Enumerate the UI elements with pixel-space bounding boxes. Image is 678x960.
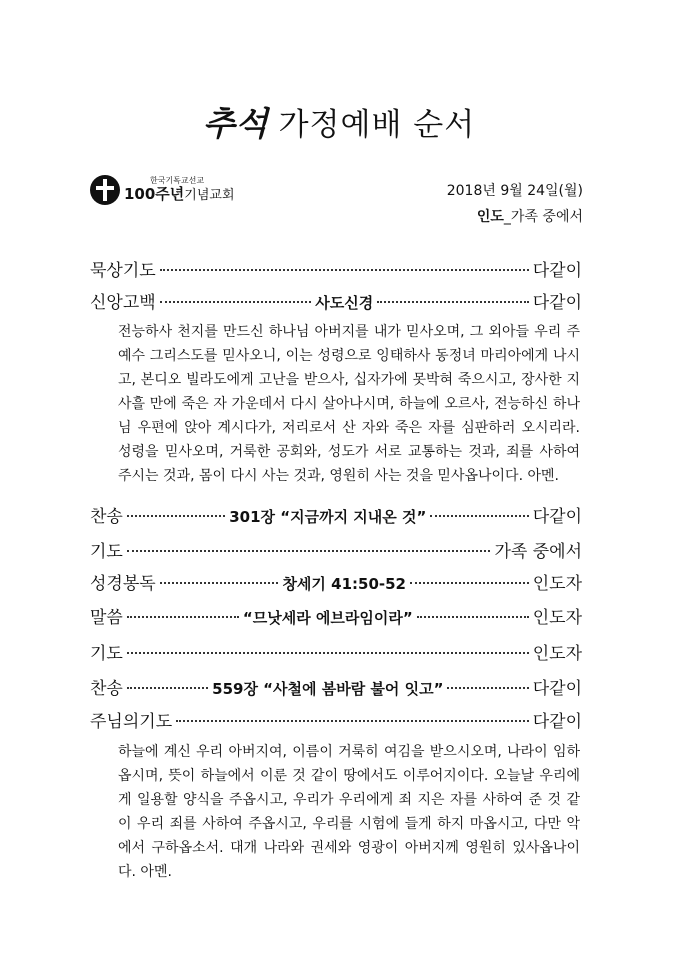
service-date: 2018년 9월 24일(월) [446, 183, 583, 199]
order-item [90, 639, 582, 665]
logo-text [124, 177, 235, 203]
order-item [90, 603, 582, 629]
dot-leader [127, 550, 491, 552]
leader-info [477, 206, 583, 226]
item-performer: 다같이 [532, 679, 583, 699]
logo-suffix: 기념교회 [184, 187, 235, 203]
order-item [90, 674, 582, 700]
item-content: “므낫세라 에브라임이라” [242, 609, 413, 627]
dot-leader [127, 616, 239, 618]
item-label: 기도 [90, 644, 123, 664]
apostles-creed-text: 전능하사 천지를 만드신 하나님 아버지를 내가 믿사오며, 그 외아들 우리 주 예수 그리스도를 믿사오니, 이는 성령으로 잉태하사 동정녀 마리아에게 나시고, 본디오 빌라도에게 고난을 받으사, 십자가에 못박혀 죽으시고, 장사한 지 사흘 만에 죽은 자 가운데서 다시 살아나시며, 하늘에 오르사, 전능하신 하나님 우편에 앉아 계시다가, 저리로서 산 자와 죽은 자를 심판하러 오시리라. 성령을 믿사오며, 거룩한 공회와, 성도가 서로 교통하는 것과, 죄를 사하여 주시는 것과, 몸이 다시 사는 것과, 영원히 사는 것을 믿사옵나이다. 아멘. [118, 324, 580, 484]
dot-leader [377, 301, 529, 303]
item-performer: 인도자 [532, 644, 582, 664]
dot-leader [417, 616, 529, 618]
item-label: 주님의기도 [90, 712, 173, 732]
dot-leader [410, 582, 529, 584]
logo-small-text: 한국기독교선교 [150, 175, 205, 185]
dot-leader [176, 720, 529, 722]
church-logo [90, 175, 235, 205]
item-performer: 가족 중에서 [494, 542, 582, 562]
item-label: 묵상기도 [90, 261, 156, 281]
order-item [90, 288, 582, 314]
order-item [90, 537, 582, 563]
item-label: 성경봉독 [90, 574, 156, 594]
item-label: 찬송 [90, 507, 123, 527]
item-performer: 다같이 [532, 261, 582, 281]
item-content: 301장 “지금까지 지내온 것” [229, 508, 427, 526]
logo-name [124, 186, 235, 203]
item-content: 창세기 41:50-52 [282, 575, 406, 593]
lords-prayer-text: 하늘에 계신 우리 아버지여, 이름이 거룩히 여김을 받으시오며, 나라이 임하옵시며, 뜻이 하늘에서 이룬 것 같이 땅에서도 이루어지이다. 오늘날 우리에게 일용할 양식을 주옵시고, 우리가 우리에게 죄 지은 자를 사하여 준 것 같이 우리 죄를 사하여 주옵시고, 우리를 시험에 들게 하지 마옵시고, 다만 악에서 구하옵소서. 대개 나라와 권세와 영광이 아버지께 영원히 있사옵나이다. 아멘. [118, 744, 580, 880]
order-item [90, 256, 582, 282]
item-performer: 인도자 [532, 574, 582, 594]
item-performer: 다같이 [532, 507, 582, 527]
item-label: 기도 [90, 542, 123, 562]
order-item [90, 569, 582, 595]
item-performer: 인도자 [532, 608, 583, 628]
dot-leader [447, 687, 528, 689]
dot-leader [430, 515, 528, 517]
order-item [90, 707, 582, 733]
item-content: 559장 “사철에 봄바람 불어 잇고” [212, 680, 444, 698]
dot-leader [127, 687, 208, 689]
page-title [0, 98, 678, 145]
dot-leader [160, 582, 279, 584]
item-performer: 다같이 [532, 293, 583, 313]
title-main: 가정예배 순서 [278, 107, 476, 143]
item-label: 말씀 [90, 608, 123, 628]
item-label: 신앙고백 [90, 293, 156, 313]
order-item [90, 502, 582, 528]
logo-big-text: 100주년 [124, 184, 185, 203]
dot-leader [160, 269, 529, 271]
cross-icon [90, 175, 120, 205]
title-calligraphy: 추석 [202, 104, 269, 143]
leader-value: _가족 중에서 [503, 209, 583, 225]
item-content: 사도신경 [315, 294, 374, 312]
dot-leader [127, 652, 529, 654]
item-label: 찬송 [90, 679, 123, 699]
item-performer: 다같이 [532, 712, 582, 732]
dot-leader [160, 301, 312, 303]
dot-leader [127, 515, 225, 517]
leader-label: 인도 [476, 209, 504, 225]
